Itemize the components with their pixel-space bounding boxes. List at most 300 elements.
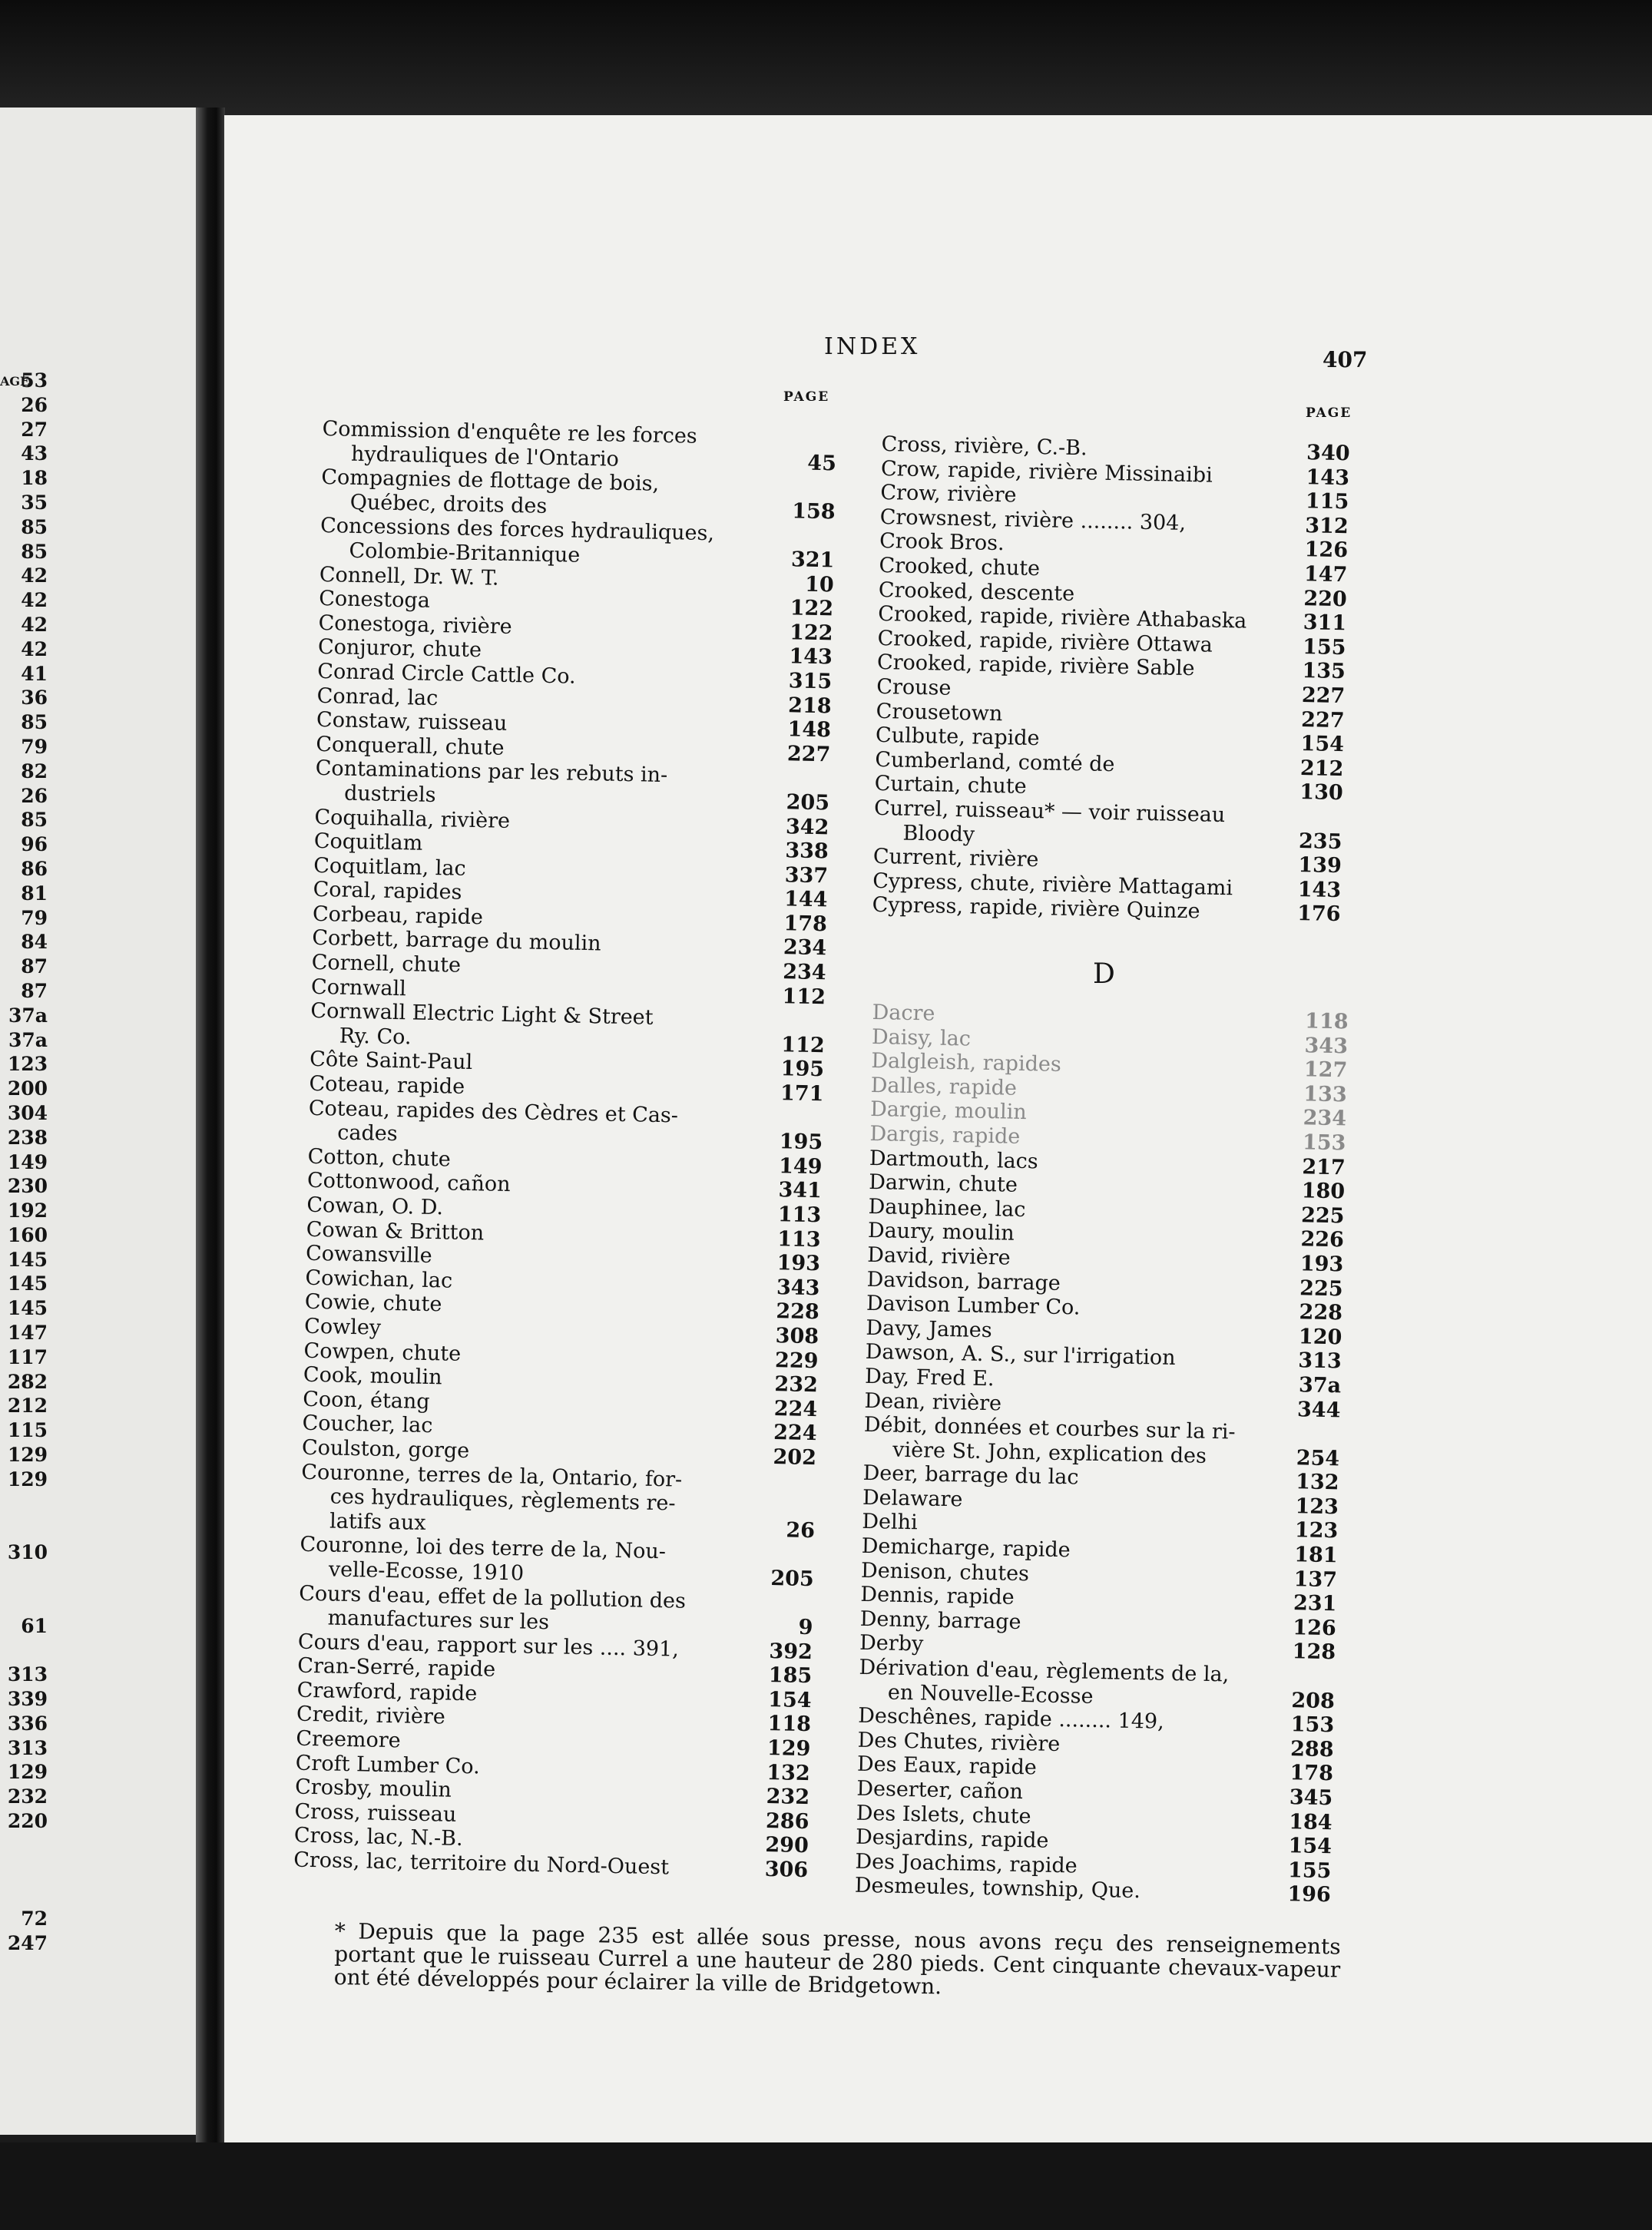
- index-entry-text: Débit, données et courbes sur la ri-: [863, 1412, 1236, 1444]
- index-entry-text: Cross, lac, territoire du Nord-Ouest: [293, 1848, 670, 1880]
- index-entry-text: Conrad, lac: [316, 683, 439, 710]
- index-entry-page: 202: [773, 1444, 817, 1471]
- index-entry-text: Cowie, chute: [304, 1290, 442, 1317]
- index-entry-text: Coteau, rapide: [309, 1071, 465, 1099]
- index-entry-page: 218: [787, 693, 832, 718]
- index-entry-text: Contaminations par les rebuts in-: [315, 756, 668, 788]
- left-page-number: 313: [7, 1736, 48, 1759]
- index-entry-text: Denison, chutes: [860, 1558, 1030, 1586]
- index-entry-text: Corbeau, rapide: [312, 902, 484, 930]
- left-page-number: 129: [7, 1761, 48, 1784]
- left-page-number: 147: [7, 1322, 48, 1345]
- index-entry-text: Des Eaux, rapide: [856, 1752, 1038, 1780]
- index-entry-text: Daury, moulin: [867, 1219, 1015, 1246]
- left-page-number: 149: [7, 1150, 48, 1173]
- page-number: 407: [1323, 347, 1368, 372]
- left-page-number: [0, 1492, 51, 1517]
- index-entry-text: Coral, rapides: [313, 878, 462, 905]
- index-entry-text: Currel, ruisseau* — voir ruisseau: [873, 796, 1226, 827]
- index-entry-page: 311: [1303, 610, 1347, 636]
- left-page-number: 87: [21, 979, 48, 1002]
- index-entry-page: 123: [1294, 1518, 1339, 1543]
- index-entry-page: 118: [767, 1712, 812, 1737]
- section-letter-d: D: [1093, 958, 1115, 990]
- left-page-number: 37a: [8, 1004, 48, 1027]
- left-page-number: 26: [21, 393, 48, 416]
- index-entry-text: Coteau, rapides des Cèdres et Cas-: [308, 1096, 679, 1128]
- left-page-number: [0, 1834, 51, 1858]
- index-entry-text: Cumberland, comté de: [875, 747, 1115, 776]
- index-entry-text: Delaware: [862, 1485, 963, 1512]
- index-entry-text: Crooked, descente: [878, 577, 1075, 606]
- index-entry-text: Davidson, barrage: [866, 1267, 1061, 1295]
- left-page-number: 192: [7, 1199, 48, 1223]
- index-column-right-d: [855, 1001, 1349, 1907]
- index-entry-text: Dargie, moulin: [869, 1097, 1028, 1125]
- index-entry-text: Québec, droits des: [349, 490, 548, 518]
- left-page-number: 85: [21, 809, 48, 832]
- left-page-number: 86: [21, 857, 48, 880]
- index-entry-text: Bloody: [902, 821, 975, 847]
- left-page-number: 230: [7, 1175, 48, 1198]
- index-entry-text: Constaw, ruisseau: [316, 708, 508, 736]
- index-entry-page: 118: [1304, 1009, 1349, 1034]
- index-entry-page: 153: [1290, 1712, 1335, 1738]
- index-entry-text: Cornwall Electric Light & Street: [310, 999, 654, 1031]
- index-entry-text: Des Chutes, rivière: [857, 1728, 1061, 1756]
- index-entry-text: Dawson, A. S., sur l'irrigation: [865, 1340, 1176, 1371]
- index-entry-text: Desjardins, rapide: [855, 1825, 1049, 1854]
- index-entry-text: Crawford, rapide: [296, 1678, 478, 1706]
- left-page-number: 336: [7, 1712, 48, 1735]
- left-page-number: 232: [7, 1785, 48, 1808]
- left-page-number: 81: [21, 882, 48, 905]
- left-page-number: 79: [21, 735, 48, 758]
- index-entry-page: 112: [782, 984, 826, 1009]
- index-entry-page: 137: [1293, 1567, 1338, 1592]
- left-page-number: 85: [21, 711, 48, 734]
- index-entry-text: Davy, James: [866, 1315, 992, 1342]
- index-entry-text: Deserter, cañon: [856, 1776, 1024, 1805]
- left-page-number: [0, 1882, 51, 1907]
- index-entry-page: 196: [1287, 1882, 1332, 1907]
- index-entry-page: 149: [778, 1153, 823, 1180]
- index-entry-page: 220: [1303, 586, 1348, 611]
- index-entry-page: 132: [766, 1760, 810, 1785]
- index-entry-page: 344: [1296, 1397, 1341, 1422]
- index-entry-text: Compagnies de flottage de bois,: [321, 465, 660, 496]
- index-entry-page: 181: [1293, 1543, 1338, 1568]
- left-page-number: 53: [21, 369, 48, 392]
- index-entry-text: en Nouvelle-Ecosse: [887, 1680, 1094, 1709]
- index-entry-text: Coulston, gorge: [301, 1435, 470, 1464]
- index-entry-page: 338: [785, 839, 829, 864]
- index-entry-text: Des Joachims, rapide: [855, 1849, 1078, 1878]
- left-page-number: 85: [21, 540, 48, 563]
- index-entry-page: 153: [1302, 1130, 1346, 1156]
- index-entry-page: 217: [1302, 1154, 1346, 1180]
- index-entry-text: Denny, barrage: [859, 1606, 1021, 1634]
- index-entry-text: Crooked, rapide, rivière Athabaska: [877, 602, 1247, 634]
- index-entry-page: 171: [780, 1081, 824, 1107]
- index-entry-page: 128: [1292, 1639, 1336, 1665]
- book-gutter: [196, 108, 225, 2142]
- index-entry-text: Cowley: [303, 1314, 382, 1340]
- index-entry-text: ces hydrauliques, règlements re-: [329, 1484, 676, 1516]
- footnote: * Depuis que la page 235 est allée sous presse, nous avons reçu des renseignements portant que le ruisseau Currel a une hauteur de 280 pieds. Cent cinquante chevaux-vapeur ont été développés pour éclairer la ville de Bridgetown.: [333, 1918, 1341, 2000]
- index-entry-text: Cowansville: [305, 1241, 432, 1269]
- index-entry-page: 205: [786, 790, 830, 816]
- index-entry-text: Cowan, O. D.: [306, 1193, 444, 1220]
- left-page-number: 247: [7, 1932, 48, 1954]
- index-entry-page: 227: [786, 741, 831, 767]
- left-page-number: 84: [21, 931, 48, 954]
- index-entry-page: 321: [790, 548, 835, 573]
- index-entry-page: 195: [779, 1130, 823, 1155]
- index-entry-page: 288: [1289, 1736, 1334, 1762]
- index-entry-page: 392: [769, 1639, 813, 1664]
- index-entry-text: Cowpen, chute: [303, 1338, 462, 1366]
- index-entry-page: 122: [790, 596, 834, 621]
- left-page-number: 145: [7, 1248, 48, 1271]
- index-entry-page: 290: [765, 1833, 809, 1858]
- index-entry-text: Des Islets, chute: [856, 1801, 1031, 1828]
- left-page-number: 26: [21, 784, 48, 807]
- left-page-number: 18: [21, 467, 48, 490]
- index-entry-page: 229: [774, 1348, 819, 1373]
- left-page-number: [0, 1565, 51, 1590]
- index-entry-page: 193: [1299, 1252, 1344, 1277]
- scan-top-background: [0, 0, 1652, 115]
- index-entry-text: David, rivière: [867, 1242, 1011, 1270]
- index-column-left: [293, 417, 837, 1883]
- index-entry-page: 234: [782, 960, 826, 985]
- left-page-number: 41: [21, 662, 48, 685]
- index-entry-text: cades: [336, 1120, 398, 1146]
- index-entry-text: Derby: [859, 1631, 924, 1656]
- index-entry-text: Dean, rivière: [864, 1388, 1002, 1415]
- left-page-number: 304: [7, 1101, 48, 1124]
- index-entry-page: 9: [798, 1615, 813, 1640]
- index-entry-text: Dalles, rapide: [870, 1073, 1018, 1100]
- index-entry-page: 112: [781, 1033, 826, 1058]
- index-entry-page: 130: [1299, 780, 1343, 806]
- index-entry-text: Creemore: [296, 1726, 401, 1753]
- left-page-number: 42: [21, 589, 48, 612]
- index-entry-page: 343: [1304, 1033, 1349, 1059]
- index-entry-page: 180: [1301, 1179, 1346, 1204]
- index-entry-text: Dennis, rapide: [860, 1583, 1015, 1610]
- left-page-number: 129: [7, 1444, 48, 1467]
- index-entry-page: 120: [1298, 1324, 1342, 1350]
- index-entry-text: Ry. Co.: [339, 1024, 412, 1050]
- index-entry-page: 132: [1295, 1470, 1339, 1495]
- left-page-number: 87: [21, 955, 48, 978]
- index-entry-page: 154: [1288, 1834, 1333, 1859]
- left-page-number: 43: [21, 442, 48, 465]
- left-page-number: [0, 1858, 51, 1883]
- index-entry-text: Conjuror, chute: [317, 635, 482, 663]
- index-entry-page: 122: [789, 620, 833, 646]
- index-entry-page: 193: [776, 1251, 821, 1276]
- left-page-number-column: [0, 369, 51, 1956]
- index-entry-text: manufactures sur les: [327, 1606, 550, 1635]
- index-entry-text: Dacre: [872, 1001, 935, 1026]
- index-entry-page: 143: [1306, 465, 1350, 490]
- index-entry-text: Couronne, terres de la, Ontario, for-: [301, 1460, 683, 1492]
- left-page-number: 117: [7, 1345, 48, 1368]
- index-entry-text: Credit, rivière: [296, 1702, 446, 1730]
- index-entry-text: Conestoga: [318, 587, 431, 614]
- left-page-number: 129: [7, 1467, 48, 1491]
- index-entry-page: 143: [1297, 877, 1342, 902]
- index-entry-text: Dartmouth, lacs: [869, 1146, 1039, 1173]
- page-title: INDEX: [824, 333, 921, 360]
- index-entry-page: 337: [784, 862, 829, 888]
- index-entry-text: Coquihalla, rivière: [314, 805, 511, 833]
- index-entry-page: 226: [1300, 1227, 1345, 1252]
- index-entry-page: 212: [1299, 756, 1344, 781]
- index-entry-page: 154: [1300, 732, 1345, 757]
- index-entry-page: 235: [1298, 829, 1342, 854]
- index-entry-text: Crousetown: [876, 699, 1003, 726]
- index-entry-page: 135: [1302, 659, 1346, 684]
- index-entry-text: Croft Lumber Co.: [295, 1751, 481, 1779]
- index-entry-text: Current, rivière: [872, 844, 1039, 872]
- index-entry-page: 154: [767, 1687, 812, 1712]
- left-page-number: 282: [7, 1370, 48, 1393]
- left-page-number: 72: [21, 1907, 48, 1931]
- index-entry-text: Coucher, lac: [302, 1411, 433, 1438]
- index-entry-page: 127: [1303, 1057, 1348, 1083]
- index-entry-page: 178: [783, 912, 828, 937]
- index-entry-page: 225: [1299, 1275, 1343, 1301]
- left-page-number: 123: [7, 1053, 48, 1076]
- index-entry-text: Crooked, rapide, rivière Sable: [876, 650, 1195, 681]
- left-page-number: 61: [21, 1614, 48, 1637]
- left-page-number: 42: [21, 637, 48, 660]
- page-column-label-left: PAGE: [783, 389, 830, 405]
- scan-bottom-background: [0, 2142, 1652, 2230]
- left-page-number: [0, 1516, 51, 1540]
- index-entry-text: Coquitlam, lac: [313, 853, 466, 881]
- index-entry-text: Delhi: [862, 1510, 918, 1535]
- index-entry-page: 224: [773, 1421, 817, 1446]
- index-entry-page: 308: [775, 1324, 819, 1349]
- left-page-number: 85: [21, 515, 48, 538]
- index-entry-text: Deer, barrage du lac: [862, 1461, 1079, 1490]
- index-entry-text: Cours d'eau, effet de la pollution des: [298, 1581, 687, 1613]
- index-entry-text: Deschênes, rapide ........ 149,: [857, 1704, 1165, 1735]
- left-page-number: 36: [21, 687, 48, 710]
- index-entry-text: Desmeules, township, Que.: [854, 1874, 1141, 1904]
- index-entry-text: Crooked, rapide, rivière Ottawa: [877, 626, 1213, 657]
- index-column-right: [872, 432, 1350, 927]
- index-entry-page: 340: [1306, 441, 1350, 466]
- index-entry-text: Cotton, chute: [307, 1144, 452, 1172]
- index-entry-page: 185: [768, 1663, 813, 1689]
- left-page-number: 42: [21, 613, 48, 636]
- index-entry-page: 195: [780, 1057, 825, 1082]
- index-entry-text: Daisy, lac: [871, 1024, 972, 1051]
- index-entry-text: Cypress, chute, rivière Mattagami: [872, 869, 1233, 900]
- index-entry-text: Day, Fred E.: [864, 1364, 995, 1391]
- index-entry-page: 133: [1303, 1082, 1347, 1107]
- index-entry-page: 286: [765, 1808, 809, 1834]
- index-entry-text: Darwin, chute: [868, 1170, 1018, 1197]
- index-entry-page: 26: [786, 1518, 816, 1543]
- left-page-number: 200: [7, 1077, 48, 1100]
- index-entry-text: Cottonwood, cañon: [306, 1169, 511, 1197]
- index-entry-page: 234: [783, 935, 827, 961]
- index-entry-page: 225: [1300, 1203, 1345, 1229]
- index-entry-page: 313: [1298, 1348, 1342, 1374]
- index-entry-text: Cran-Serré, rapide: [297, 1653, 496, 1682]
- index-entry-text: Coon, étang: [303, 1387, 430, 1414]
- left-page-number: 82: [21, 759, 48, 782]
- index-entry-text: Dargis, rapide: [869, 1121, 1021, 1149]
- index-entry-page: 10: [804, 572, 835, 597]
- index-entry-text: Colombie-Britannique: [349, 538, 581, 567]
- index-entry-text: Crow, rivière: [880, 481, 1017, 508]
- index-entry-page: 123: [1295, 1494, 1339, 1520]
- index-entry-text: vière St. John, explication des: [892, 1438, 1207, 1468]
- index-entry-text: Davison Lumber Co.: [866, 1292, 1081, 1320]
- left-page-number: 145: [7, 1272, 48, 1295]
- index-entry-page: 45: [807, 451, 837, 476]
- index-entry-text: Cross, lac, N.-B.: [293, 1824, 463, 1851]
- index-entry-page: 341: [778, 1178, 823, 1203]
- index-entry-text: Dérivation d'eau, règlements de la,: [859, 1655, 1230, 1687]
- index-entry-text: dustriels: [343, 781, 436, 807]
- index-entry-page: 113: [777, 1203, 822, 1228]
- index-entry-page: 227: [1301, 683, 1346, 709]
- index-entry-page: 306: [764, 1857, 809, 1883]
- index-entry-text: Cross, rivière, C.-B.: [881, 432, 1088, 461]
- left-page-number: 313: [7, 1663, 48, 1686]
- index-entry-page: 113: [776, 1226, 821, 1252]
- index-entry-page: 342: [785, 814, 829, 839]
- index-entry-text: Conquerall, chute: [316, 732, 505, 760]
- index-entry-text: Corbett, barrage du moulin: [312, 926, 601, 956]
- left-page-number: [0, 1590, 51, 1614]
- left-page-number: 27: [21, 418, 48, 441]
- index-entry-page: 208: [1291, 1688, 1336, 1713]
- index-entry-text: Couronne, loi des terre de la, Nou-: [300, 1533, 667, 1564]
- left-page-number: 238: [7, 1126, 48, 1149]
- index-entry-text: Cowan & Britton: [306, 1217, 485, 1246]
- index-entry-page: 224: [773, 1396, 818, 1421]
- left-page-number: 212: [7, 1395, 48, 1418]
- index-entry-page: 205: [770, 1566, 815, 1592]
- index-entry-page: 234: [1303, 1106, 1347, 1131]
- index-entry-text: Cornell, chute: [311, 950, 462, 978]
- left-page-number: 96: [21, 833, 48, 856]
- left-page-number: 37a: [8, 1028, 48, 1051]
- index-entry-text: Crowsnest, rivière ........ 304,: [879, 505, 1187, 535]
- index-entry-text: velle-Ecosse, 1910: [328, 1557, 525, 1586]
- index-entry-page: 158: [791, 499, 836, 524]
- left-page-number: 79: [21, 906, 48, 929]
- index-entry-page: 129: [766, 1736, 811, 1762]
- index-entry-text: Cook, moulin: [303, 1362, 442, 1390]
- index-entry-text: Crouse: [876, 674, 952, 700]
- index-entry-text: Demicharge, rapide: [861, 1534, 1071, 1563]
- left-page-number: 220: [7, 1810, 48, 1833]
- index-entry-page: 231: [1293, 1591, 1337, 1616]
- index-entry-text: Culbute, rapide: [875, 723, 1040, 751]
- left-page-number: 339: [7, 1688, 48, 1711]
- index-entry-text: Dauphinee, lac: [868, 1194, 1026, 1222]
- index-entry-page: 148: [787, 717, 832, 743]
- index-entry-page: 143: [789, 644, 833, 670]
- index-entry-page: 343: [776, 1275, 820, 1300]
- index-entry-text: Conrad Circle Cattle Co.: [317, 659, 576, 689]
- left-page-number: 35: [21, 491, 48, 514]
- index-entry-text: hydrauliques de l'Ontario: [350, 442, 620, 471]
- left-page-column-label: AGE: [0, 374, 30, 389]
- index-entry-page: 178: [1289, 1761, 1334, 1786]
- index-entry-page: 144: [783, 887, 828, 912]
- index-entry-text: Cowichan, lac: [305, 1266, 453, 1293]
- left-page-number: 160: [7, 1223, 48, 1246]
- index-entry-page: 228: [776, 1299, 820, 1325]
- index-entry-text: Crook Bros.: [879, 529, 1005, 556]
- index-entry-text: Côte Saint-Paul: [309, 1047, 473, 1075]
- index-entry-text: Cypress, rapide, rivière Quinze: [872, 893, 1200, 924]
- index-entry-page: 126: [1293, 1615, 1337, 1641]
- index-entry-text: Coquitlam: [313, 829, 423, 855]
- index-entry-page: 315: [788, 669, 833, 694]
- index-entry-page: 176: [1296, 902, 1341, 927]
- index-entry-page: 126: [1304, 538, 1349, 563]
- index-entry-text: Commission d'enquête re les forces: [322, 417, 698, 448]
- index-entry-text: Dalgleish, rapides: [871, 1049, 1062, 1077]
- index-entry-text: Crosby, moulin: [294, 1775, 452, 1802]
- left-page-number: 115: [7, 1419, 48, 1442]
- index-entry-text: Crow, rapide, rivière Missinaibi: [880, 456, 1213, 488]
- index-entry-text: Cornwall: [310, 974, 407, 1001]
- index-entry-text: Cours d'eau, rapport sur les .... 391,: [297, 1629, 680, 1662]
- left-page-number: [0, 1638, 51, 1663]
- index-entry-page: 228: [1299, 1300, 1343, 1325]
- index-entry-text: Conestoga, rivière: [318, 610, 512, 639]
- index-entry-text: Connell, Dr. W. T.: [319, 562, 499, 591]
- left-page-number: 310: [7, 1541, 48, 1564]
- index-entry-page: 312: [1304, 513, 1349, 538]
- index-entry-page: 115: [1305, 489, 1349, 514]
- index-entry-page: 232: [774, 1372, 819, 1398]
- index-entry-page: 184: [1288, 1809, 1333, 1835]
- left-page-number: 145: [7, 1297, 48, 1320]
- index-entry-page: 254: [1296, 1445, 1340, 1471]
- index-entry-page: 232: [766, 1785, 810, 1810]
- index-entry-text: Curtain, chute: [874, 772, 1027, 799]
- index-entry-text: latifs aux: [329, 1509, 426, 1535]
- index-entry-page: 37a: [1298, 1373, 1342, 1398]
- index-entry-page: 155: [1287, 1858, 1332, 1883]
- index-entry-text: Concessions des forces hydrauliques,: [319, 514, 715, 546]
- index-entry-text: Crooked, chute: [879, 553, 1041, 581]
- index-entry-page: 155: [1302, 634, 1346, 660]
- index-entry-text: Cross, ruisseau: [294, 1799, 457, 1827]
- left-page-number: 42: [21, 564, 48, 587]
- page-column-label-right: PAGE: [1306, 405, 1352, 421]
- index-entry-page: 227: [1300, 707, 1345, 733]
- index-entry-page: 147: [1303, 562, 1348, 587]
- index-entry-page: 345: [1289, 1785, 1333, 1811]
- index-entry-page: 139: [1298, 853, 1342, 878]
